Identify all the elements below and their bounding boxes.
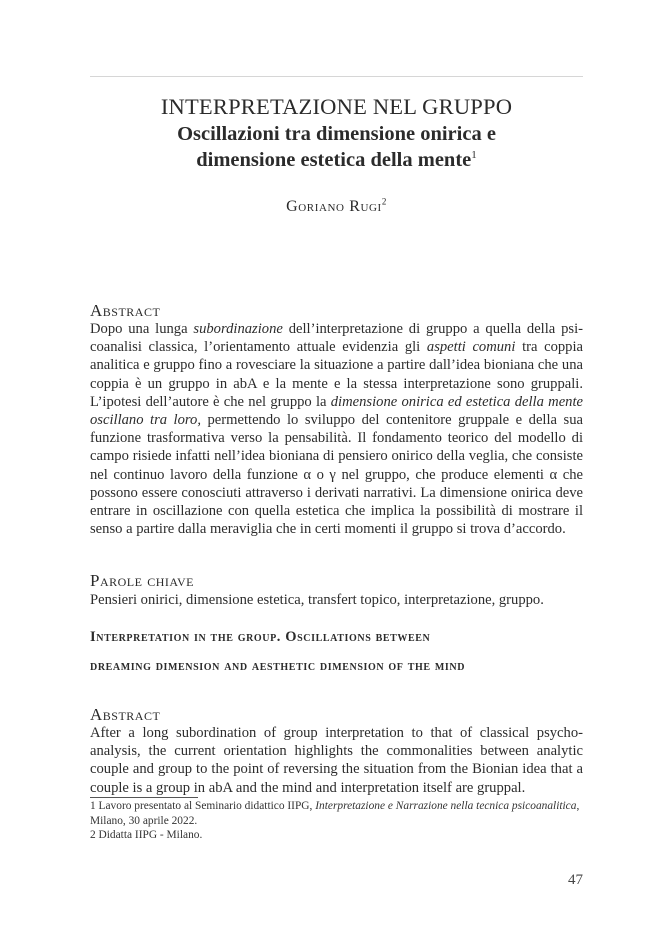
subtitle-footnote-mark[interactable]: 1 — [471, 149, 477, 162]
abstract-en-heading: Abstract — [90, 705, 161, 724]
footnote-rule — [90, 797, 198, 798]
header-rule — [90, 76, 583, 77]
abstract-it-em-3: dimensione onirica ed estetica della mente oscillano tra loro, — [90, 393, 583, 429]
footnote-1 — [90, 799, 583, 828]
article-title: INTERPRETAZIONE NEL GRUPPO — [160, 94, 513, 119]
keywords-it-heading: Parole chiave — [90, 571, 194, 590]
title-block — [90, 93, 583, 173]
page-number: 47 — [568, 872, 583, 888]
footnote-1-em: Interpretazione e Narrazione nella tecnica psicoanalitica — [315, 800, 577, 812]
author-name-text: Goriano Rugi — [286, 198, 382, 215]
english-title-line-1: Interpretation in the group. Oscillations between — [90, 629, 431, 645]
abstract-en-body: After a long subordination of group interpretation to that of classical psychoanalysis, the current orientation highlights the commonalities between analytic couple and group to the point of reversing the situation from the Bionian idea that a couple is a group in abA and the mind and interpretation itself are gruppal. — [90, 725, 583, 796]
footnotes — [90, 799, 583, 843]
abstract-it-em-1: subordinazione — [193, 321, 283, 337]
english-title-line-2: dreaming dimension and aesthetic dimension of the mind — [90, 658, 466, 674]
abstract-it-part-4: permettendo lo sviluppo del contenitore gruppale e della sua funzione trasformativa verso la pensabilità. Il fondamento teorico del modello di campo risiede infatti nell’idea bioniana di pensiero onirico della veglia, che consiste nel continuo lavoro della funzione α o γ nel gruppo, che produce elementi α che possono essere conosciuti attraverso i derivati narrativi. La dimensione onirica deve entrare in oscillazione con quella estetica che implica la possibilità di mostrare il senso a partire dalla meraviglia che in certi momenti il gruppo si trova d’accordo. — [90, 412, 583, 538]
abstract-it-part-1: Dopo una lunga — [90, 321, 194, 337]
abstract-it-body — [90, 320, 583, 538]
subtitle-line-1: Oscillazioni tra dimensione onirica e — [177, 123, 496, 145]
abstract-it-heading: Abstract — [90, 301, 161, 320]
footnote-1-tail: , Milano, 30 aprile 2022. — [90, 800, 580, 827]
author-footnote-mark[interactable]: 2 — [381, 196, 387, 207]
footnote-2: 2 Didatta IIPG - Milano. — [90, 829, 203, 841]
abstract-it-part-3: tra coppia analitica e gruppo fino a rovesciare la situazione a partire dall’idea bioniana che una coppia è un gruppo in abA e la mente e la stessa interpretazione sono gruppali. L’ipotesi dell’autore è che nel gruppo la — [90, 339, 584, 410]
article-subtitle — [90, 121, 583, 173]
author-name — [90, 198, 583, 216]
subtitle-line-2: dimensione estetica della mente — [196, 149, 472, 171]
abstract-it-em-2: aspetti comuni — [426, 339, 516, 356]
abstract-it-part-2: dell’interpretazione di gruppo a quella della psicoanalisi classica, l’orientamento attuale evidenzia gli — [90, 321, 583, 356]
english-title — [90, 623, 583, 681]
keywords-it-text: Pensieri onirici, dimensione estetica, transfert topico, interpretazione, gruppo. — [90, 592, 544, 608]
footnote-1-text: 1 Lavoro presentato al Seminario didattico IIPG, — [90, 800, 316, 812]
